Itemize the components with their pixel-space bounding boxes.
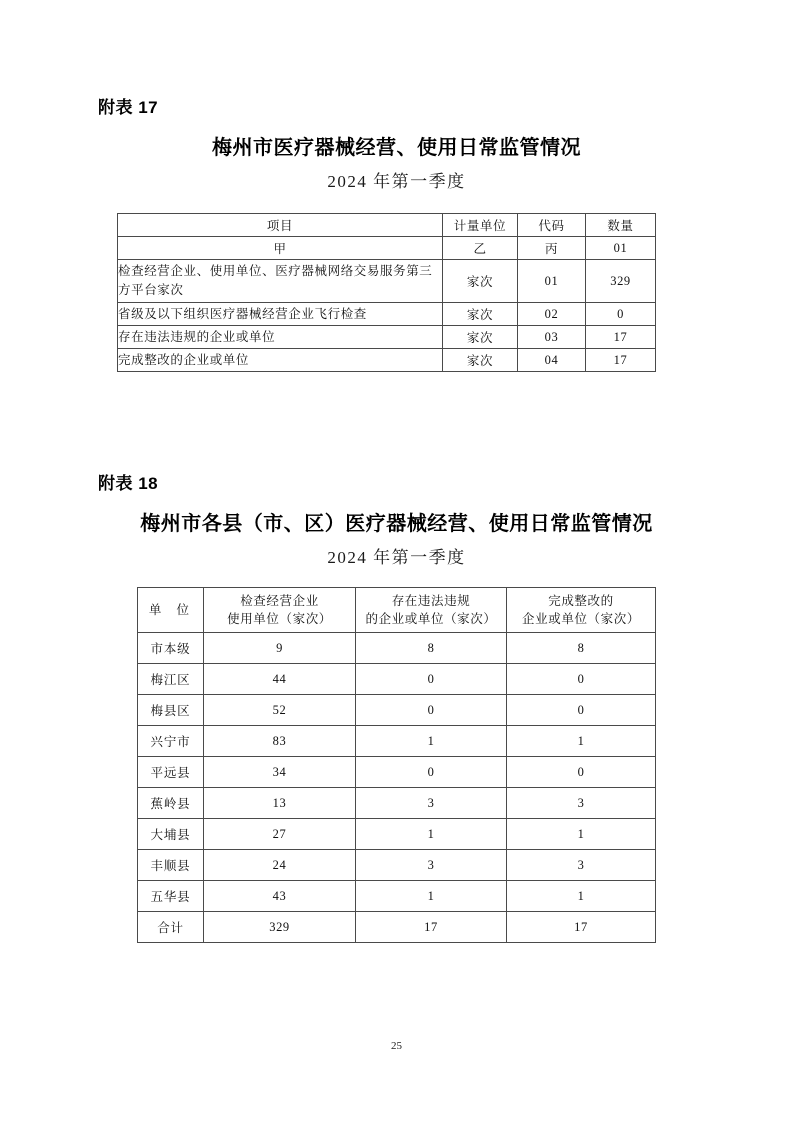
table-row: [118, 349, 656, 372]
row-rectified: 0: [507, 757, 656, 788]
row-violations: 17: [356, 912, 507, 943]
table-row: [138, 633, 656, 664]
row-code: 03: [518, 326, 586, 349]
table-17-wrapper: [117, 213, 656, 372]
table-header-row: [138, 588, 656, 633]
table-18-wrapper: [137, 587, 656, 943]
row-violations: 1: [356, 819, 507, 850]
row-org: 合计: [138, 912, 204, 943]
row-violations: 0: [356, 757, 507, 788]
table-row: [138, 819, 656, 850]
header-quantity: 数量: [586, 214, 656, 237]
table-row: [138, 850, 656, 881]
header-inspected: [204, 588, 356, 633]
row-rectified: 3: [507, 850, 656, 881]
row-code: 02: [518, 303, 586, 326]
header-violations-line1: 存在违法违规: [391, 594, 471, 608]
table-row: [118, 260, 656, 303]
row-violations: 1: [356, 881, 507, 912]
table-row: [138, 757, 656, 788]
table-subheader-row: [118, 237, 656, 260]
subheader-unit: 乙: [443, 237, 518, 260]
header-violations: [356, 588, 507, 633]
header-code: 代码: [518, 214, 586, 237]
header-rectified: [507, 588, 656, 633]
subheader-code: 丙: [518, 237, 586, 260]
row-org: 梅江区: [138, 664, 204, 695]
row-quantity: 329: [586, 260, 656, 303]
annex-section-18: [0, 472, 793, 935]
annex-label-18: 附表 18: [98, 474, 159, 493]
table-row: [118, 303, 656, 326]
row-violations: 0: [356, 695, 507, 726]
annex-label-17: 附表 17: [98, 98, 159, 117]
header-item: 项目: [118, 214, 443, 237]
row-violations: 8: [356, 633, 507, 664]
row-inspected: 44: [204, 664, 356, 695]
row-violations: 0: [356, 664, 507, 695]
table-row: [118, 326, 656, 349]
monitoring-summary-table: [117, 213, 656, 372]
row-inspected: 9: [204, 633, 356, 664]
row-inspected: 13: [204, 788, 356, 819]
row-rectified: 8: [507, 633, 656, 664]
annex-section-17: [0, 96, 793, 368]
row-violations: 1: [356, 726, 507, 757]
row-item: 存在违法违规的企业或单位: [118, 326, 443, 349]
row-inspected: 83: [204, 726, 356, 757]
row-code: 01: [518, 260, 586, 303]
row-inspected: 34: [204, 757, 356, 788]
row-org: 市本级: [138, 633, 204, 664]
row-item: 省级及以下组织医疗器械经营企业飞行检查: [118, 303, 443, 326]
row-org: 丰顺县: [138, 850, 204, 881]
row-item: 检查经营企业、使用单位、医疗器械网络交易服务第三方平台家次: [118, 260, 443, 303]
row-org: 五华县: [138, 881, 204, 912]
row-org: 平远县: [138, 757, 204, 788]
row-rectified: 17: [507, 912, 656, 943]
table-row: [138, 664, 656, 695]
subheader-quantity: 01: [586, 237, 656, 260]
row-violations: 3: [356, 788, 507, 819]
row-code: 04: [518, 349, 586, 372]
row-item: 完成整改的企业或单位: [118, 349, 443, 372]
row-unit: 家次: [443, 303, 518, 326]
header-violations-line2: 的企业或单位（家次）: [365, 612, 497, 626]
table-row: [138, 695, 656, 726]
row-rectified: 0: [507, 664, 656, 695]
page-title-17: 梅州市医疗器械经营、使用日常监管情况: [212, 137, 581, 159]
table-row: [138, 912, 656, 943]
header-org: [138, 588, 204, 633]
row-inspected: 329: [204, 912, 356, 943]
header-rectified-line2: 企业或单位（家次）: [522, 612, 640, 626]
table-row: [138, 788, 656, 819]
table-row: [138, 881, 656, 912]
row-org: 蕉岭县: [138, 788, 204, 819]
row-rectified: 1: [507, 881, 656, 912]
row-rectified: 1: [507, 819, 656, 850]
row-rectified: 3: [507, 788, 656, 819]
row-org: 梅县区: [138, 695, 204, 726]
row-inspected: 43: [204, 881, 356, 912]
row-org: 大埔县: [138, 819, 204, 850]
row-unit: 家次: [443, 349, 518, 372]
row-inspected: 52: [204, 695, 356, 726]
page-subtitle-17: 2024 年第一季度: [327, 172, 466, 191]
table-header-row: [118, 214, 656, 237]
row-quantity: 17: [586, 349, 656, 372]
header-inspected-line1: 检查经营企业: [240, 594, 319, 608]
page-subtitle-18: 2024 年第一季度: [327, 548, 466, 567]
page-title-18: 梅州市各县（市、区）医疗器械经营、使用日常监管情况: [140, 513, 653, 535]
table-row: [138, 726, 656, 757]
row-rectified: 0: [507, 695, 656, 726]
row-quantity: 17: [586, 326, 656, 349]
row-inspected: 27: [204, 819, 356, 850]
row-unit: 家次: [443, 326, 518, 349]
header-org-line1: 单 位: [148, 603, 196, 617]
page-number: 25: [391, 1040, 402, 1052]
county-monitoring-table: [137, 587, 656, 943]
header-inspected-line2: 使用单位（家次）: [227, 612, 332, 626]
row-unit: 家次: [443, 260, 518, 303]
row-org: 兴宁市: [138, 726, 204, 757]
row-inspected: 24: [204, 850, 356, 881]
subheader-item: 甲: [118, 237, 443, 260]
table-body: [138, 633, 656, 943]
header-unit: 计量单位: [443, 214, 518, 237]
header-rectified-line1: 完成整改的: [548, 594, 614, 608]
row-rectified: 1: [507, 726, 656, 757]
row-quantity: 0: [586, 303, 656, 326]
row-violations: 3: [356, 850, 507, 881]
